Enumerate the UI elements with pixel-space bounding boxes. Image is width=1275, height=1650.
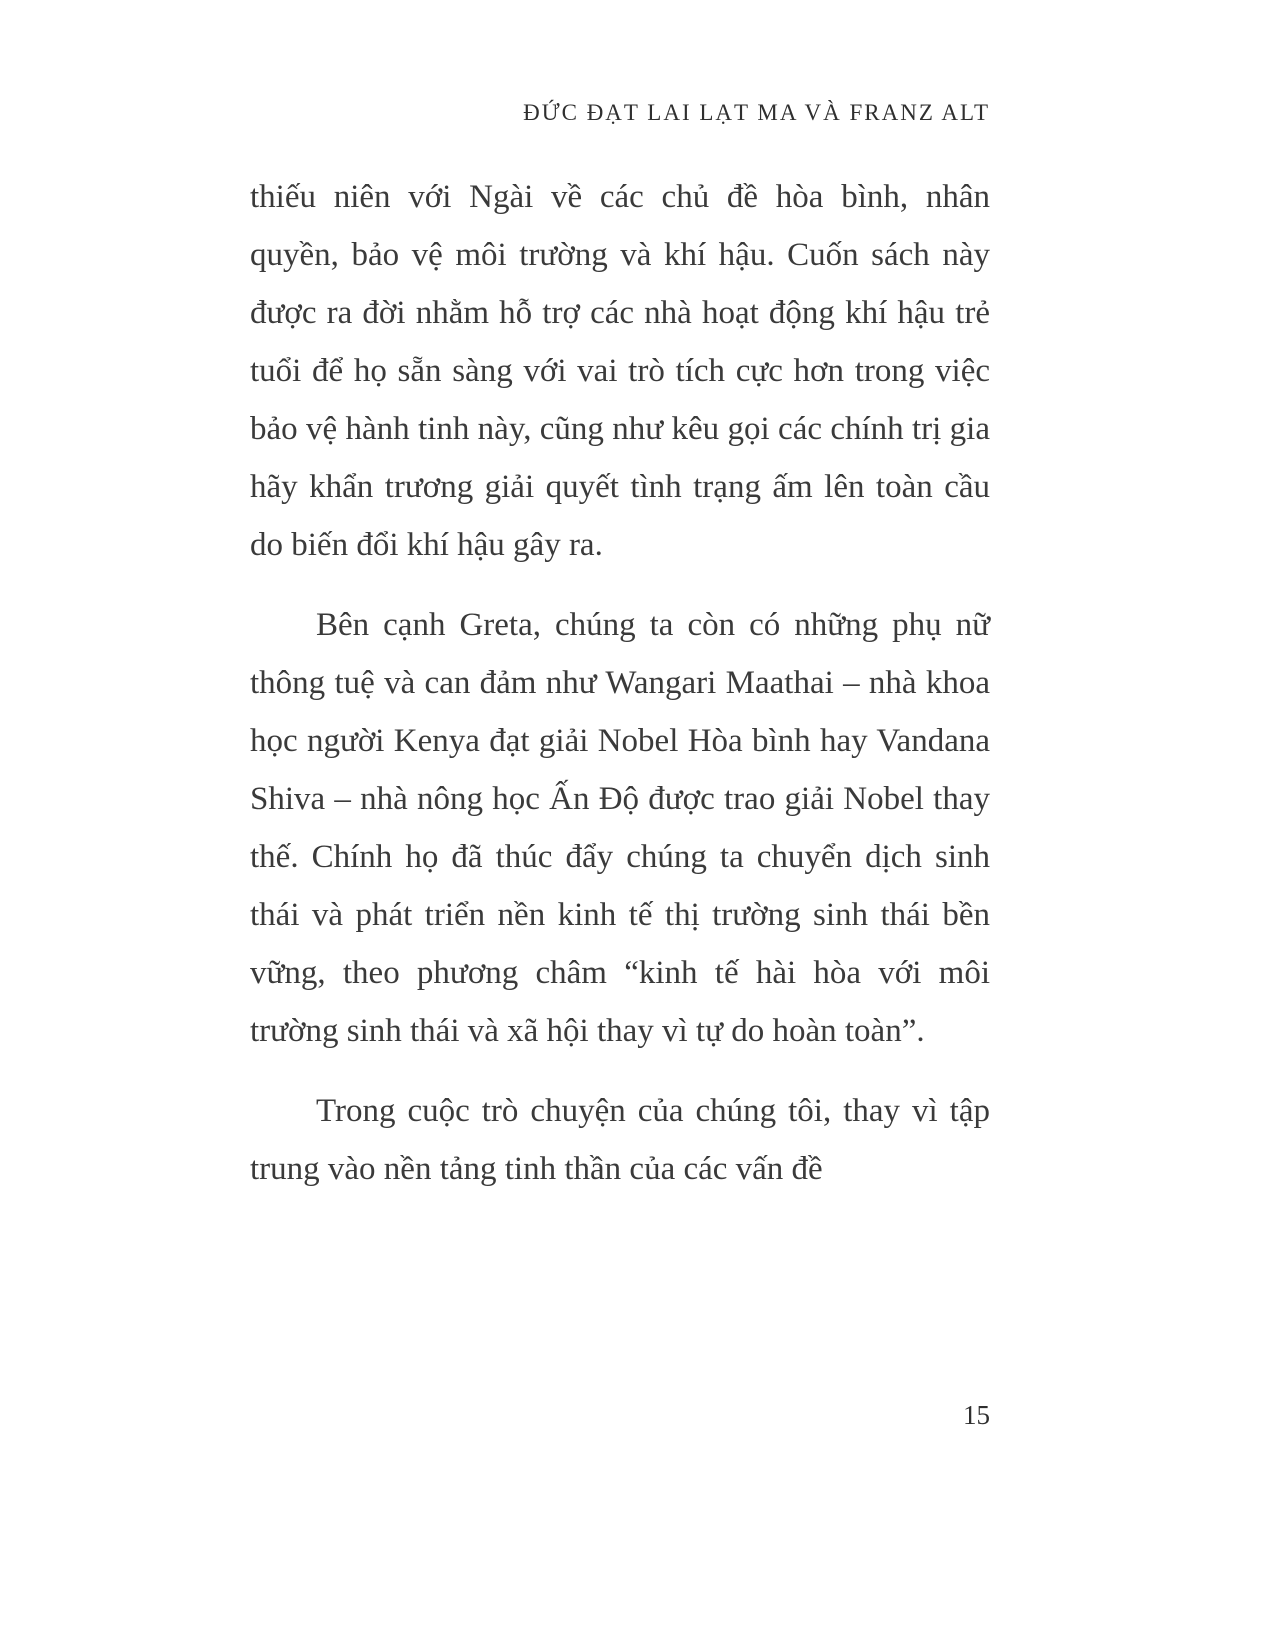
body-paragraph: thiếu niên với Ngài về các chủ đề hòa bình, nhân quyền, bảo vệ môi trường và khí hậu. Cuốn sách này được ra đời nhằm hỗ trợ các nhà hoạt động khí hậu trẻ tuổi để họ sẵn sàng với vai trò tích cực hơn trong việc bảo vệ hành tinh này, cũng như kêu gọi các chính trị gia hãy khẩn trương giải quyết tình trạng ấm lên toàn cầu do biến đổi khí hậu gây ra. [250,179,990,563]
running-header: ĐỨC ĐẠT LAI LẠT MA VÀ FRANZ ALT [523,100,990,125]
body-text [250,168,990,1220]
body-paragraph: Trong cuộc trò chuyện của chúng tôi, thay vì tập trung vào nền tảng tinh thần của các vấn đề [250,1093,990,1187]
page-number: 15 [963,1400,990,1430]
body-paragraph: Bên cạnh Greta, chúng ta còn có những phụ nữ thông tuệ và can đảm như Wangari Maathai – nhà khoa học người Kenya đạt giải Nobel Hòa bình hay Vandana Shiva – nhà nông học Ấn Độ được trao giải Nobel thay thế. Chính họ đã thúc đẩy chúng ta chuyển dịch sinh thái và phát triển nền kinh tế thị trường sinh thái bền vững, theo phương châm “kinh tế hài hòa với môi trường sinh thái và xã hội thay vì tự do hoàn toàn”. [250,607,990,1049]
